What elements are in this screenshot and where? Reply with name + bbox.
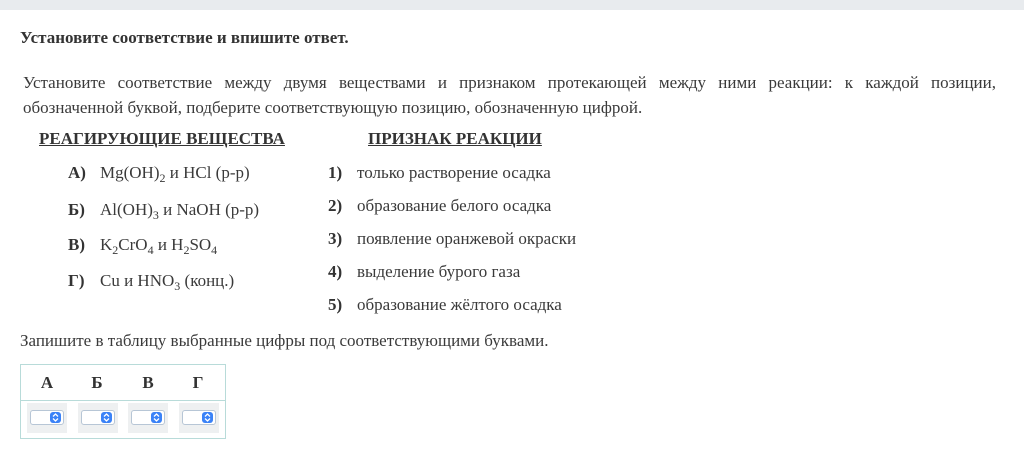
left-item-formula: $Mg(OH)_2$ и HCl (р-р): [100, 163, 250, 185]
right-column-header: ПРИЗНАК РЕАКЦИИ: [368, 129, 542, 148]
left-item-key: Б): [68, 200, 85, 219]
answer-letter-v: В: [142, 373, 154, 392]
left-item-key: Г): [68, 271, 85, 290]
left-item-formula: $K_2CrO_4$ и $H_2SO_4$: [100, 235, 218, 257]
answer-letter-b: Б: [91, 373, 103, 392]
right-item-text: выделение бурого газа: [357, 262, 521, 281]
right-item-key: 3): [328, 229, 343, 248]
select-arrows-icon: [101, 412, 112, 423]
right-item-key: 1): [328, 163, 343, 182]
answer-cell-b: [78, 403, 118, 433]
right-item-text: образование белого осадка: [357, 196, 552, 215]
answer-select-g[interactable]: [182, 410, 216, 425]
answer-cell-v: [128, 403, 168, 433]
select-arrows-icon: [50, 412, 61, 423]
left-item-formula: $Al(OH)_3$ и NaOH (р-р): [100, 200, 260, 222]
left-item-key: А): [68, 163, 86, 182]
right-item-key: 5): [328, 295, 343, 314]
answer-table: [20, 364, 226, 439]
top-bar: [0, 0, 1024, 10]
right-item-key: 4): [328, 262, 343, 281]
select-arrows-icon: [202, 412, 213, 423]
task-statement: Установите соответствие между двумя веществами и признаком протекающей между ними реакции: к каждой позиции, обозначенной буквой, подберите соответствующую позицию, обозначенную цифрой.: [23, 73, 996, 117]
answer-select-v[interactable]: [131, 410, 165, 425]
answer-select-b[interactable]: [81, 410, 115, 425]
answer-letter-a: А: [40, 373, 54, 392]
answer-select-a[interactable]: [30, 410, 64, 425]
right-item-key: 2): [328, 196, 343, 215]
select-arrows-icon: [151, 412, 162, 423]
answer-cell-g: [179, 403, 219, 433]
left-column-header: РЕАГИРУЮЩИЕ ВЕЩЕСТВА: [39, 129, 285, 148]
left-item-key: В): [68, 235, 85, 254]
table-divider: [21, 400, 225, 401]
answer-cell-a: [27, 403, 67, 433]
right-item-text: образование жёлтого осадка: [357, 295, 562, 314]
task-heading: Установите соответствие и впишите ответ.: [20, 28, 349, 47]
answer-letter-g: Г: [192, 373, 204, 392]
right-item-text: только растворение осадка: [357, 163, 551, 182]
right-item-text: появление оранжевой окраски: [357, 229, 577, 248]
answer-instruction: Запишите в таблицу выбранные цифры под соответствующими буквами.: [20, 331, 549, 350]
left-item-formula: Cu и $HNO_3$ (конц.): [100, 271, 235, 293]
